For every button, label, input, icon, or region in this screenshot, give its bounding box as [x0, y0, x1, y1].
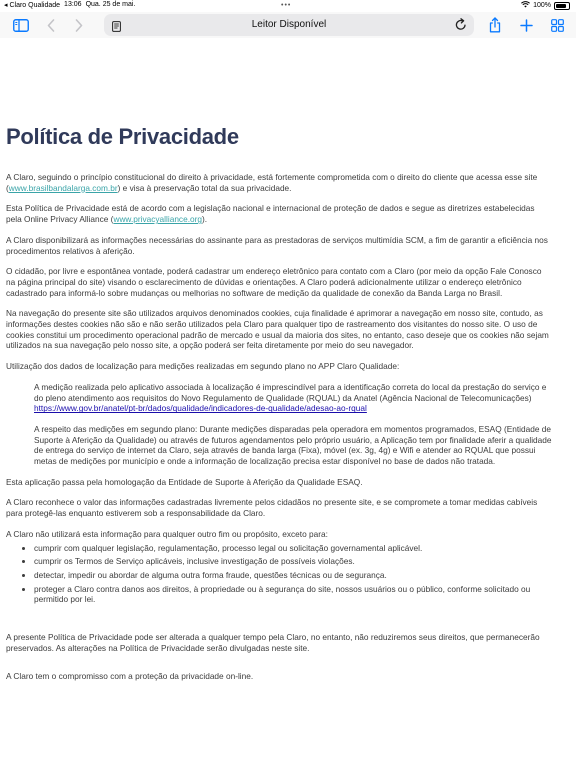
paragraph-background: A respeito das medições em segundo plano: Durante medições disparadas pela operadora em momentos programados, ESAQ (Entidade de Suporte à Aferição da Qualidade) ou através de futuros agendamentos pelo próprio usuário, a Aplicação tem por finalidade aferir a qualidade de entrega do serviço de internet da Claro, seja através de banda larga (Fixa), móvel (ex. 3g, 4g) e Wifi e atender ao RQUAL que possui metas de medições por município e onde a informação de localização precisa estar disponível no base de dados não tratada. — [34, 423, 552, 467]
list-item: • detectar, impedir ou abordar de alguma outra forma fraude, questões técnicas ou de segurança. — [34, 570, 552, 581]
address-text: Leitor Disponível — [251, 19, 327, 30]
privacy-alliance-link[interactable]: www.privacyalliance.org — [113, 214, 202, 225]
browser-toolbar — [0, 12, 576, 38]
paragraph-legislation — [6, 203, 552, 224]
paragraph-legislation-text: Esta Política de Privacidade está de acordo com a legislação nacional e internacional de proteção de dados e segue as diretrizes estabelecidas pela Online Privacy Alliance ( — [6, 203, 535, 225]
paragraph-usage: A Claro não utilizará esta informação para qualquer outro fim ou propósito, exceto para: — [6, 528, 328, 539]
paragraph-intro-text: A Claro, seguindo o princípio constitucional do direito à privacidade, está fortemente comprometida com o direito do cliente que acessa esse site ( — [6, 172, 538, 193]
back-to-app[interactable]: ◂ Claro Qualidade — [4, 2, 61, 9]
paragraph-cookies: Na navegação do presente site são utilizados arquivos denominados cookies, cuja finalidade é aprimorar a navegação em nosso site, contudo, as informações destes cookies não são e não serão utilizados pela Claro para qualquer tipo de rastreamento dos visitantes do nosso site. O uso de cookies constitui um procedimento operacional padrão de mercado e usual da maioria dos sites, no entanto, caso deseje que os cookies não sejam utilizados na sua navegação pelo nosso site, a opção poderá ser feita diretamente por meio do seu navegador. — [6, 308, 549, 351]
wifi-icon — [521, 1, 530, 10]
multitasking-dots-icon[interactable]: ••• — [281, 2, 292, 9]
paragraph-scm: A Claro disponibilizará as informações necessárias do assinante para as prestadoras de serviços multimídia SCM, a fim de garantir a eficiência nos procedimentos relativos à aferição. — [6, 234, 548, 256]
status-right — [521, 1, 570, 10]
share-icon[interactable] — [487, 16, 503, 34]
list-item: • cumprir os Termos de Serviço aplicáveis, inclusive investigação de possíveis violações. — [34, 556, 552, 567]
article-content — [6, 48, 552, 691]
status-left — [4, 1, 135, 9]
chevron-right-icon[interactable] — [72, 16, 86, 34]
tabs-grid-icon[interactable] — [549, 16, 565, 34]
plus-icon[interactable] — [518, 16, 534, 34]
list-item: • proteger a Claro contra danos aos direitos, à propriedade ou à segurança do site, nossos usuários ou o público, conforme solicitado ou permitido por lei. — [34, 584, 552, 605]
paragraph-measurement — [6, 382, 552, 414]
sidebar-icon[interactable] — [12, 16, 30, 34]
rqual-link[interactable]: https://www.gov.br/anatel/pt-br/dados/qualidade/indicadores-de-qualidade/adesao-ao-rqual — [34, 403, 367, 414]
paragraph-recognition: A Claro reconhece o valor das informações cadastradas livremente pelos cidadãos no presente site, e se compromete a tomar medidas cabíveis para protegê-las enquanto estiverem sob a responsabilidade da Claro. — [6, 497, 538, 519]
site-link[interactable]: www.brasilbandalarga.com.br — [8, 182, 118, 193]
paragraph-changes: A presente Política de Privacidade pode ser alterada a qualquer tempo pela Claro, no entanto, não reduziremos seus direitos, que permanecerão preservados. As alterações na Política de Privacidade serão divulgadas neste site. — [6, 632, 540, 653]
chevron-left-icon[interactable] — [44, 16, 58, 34]
paragraph-intro — [6, 172, 552, 193]
battery-percent: 100% — [533, 2, 551, 9]
paragraph-legislation-tail: ). — [202, 214, 208, 225]
status-time: 13:06 — [64, 1, 82, 8]
reload-icon[interactable] — [455, 18, 467, 36]
battery-icon — [554, 2, 570, 10]
paragraph-measurement-text: A medição realizada pelo aplicativo associada à localização é imprescindível para a identificação correta do local da prestação do serviço e do pleno atendimento aos requisitos do Novo Regulamento de Qualidade (RQUAL) da Anatel (Agência Nacional de Telecomunicações) — [34, 381, 547, 403]
status-bar — [0, 0, 576, 12]
paragraph-contact: O cidadão, por livre e espontânea vontade, poderá cadastrar um endereço eletrônico para contato com a Claro (por meio da opção Fale Conosco na página principal do site) visando o esclarecimento de dúvidas e orientações. A Claro poderá adicionalmente utilizar o endereço eletrônico cadastrado para informá-lo sobre mudanças ou melhorias no software de medição da qualidade de conexão da Banda Larga no Brasil. — [6, 266, 542, 298]
paragraph-homologation: Esta aplicação passa pela homologação da Entidade de Suporte à Aferição da Qualidade ESAQ. — [6, 476, 363, 487]
exceptions-list — [6, 543, 552, 606]
list-item: • cumprir com qualquer legislação, regulamentação, processo legal ou solicitação governamental aplicável. — [34, 543, 552, 554]
page-title: Política de Privacidade — [6, 124, 239, 149]
paragraph-location-heading: Utilização dos dados de localização para medições realizadas em segundo plano no APP Claro Qualidade: — [6, 361, 400, 372]
paragraph-intro-tail: ) e visa à preservação total da sua privacidade. — [117, 182, 292, 193]
paragraph-commitment: A Claro tem o compromisso com a proteção da privacidade on-line. — [6, 670, 254, 681]
status-date: Qua. 25 de mai. — [85, 1, 136, 8]
address-bar[interactable] — [104, 14, 474, 36]
